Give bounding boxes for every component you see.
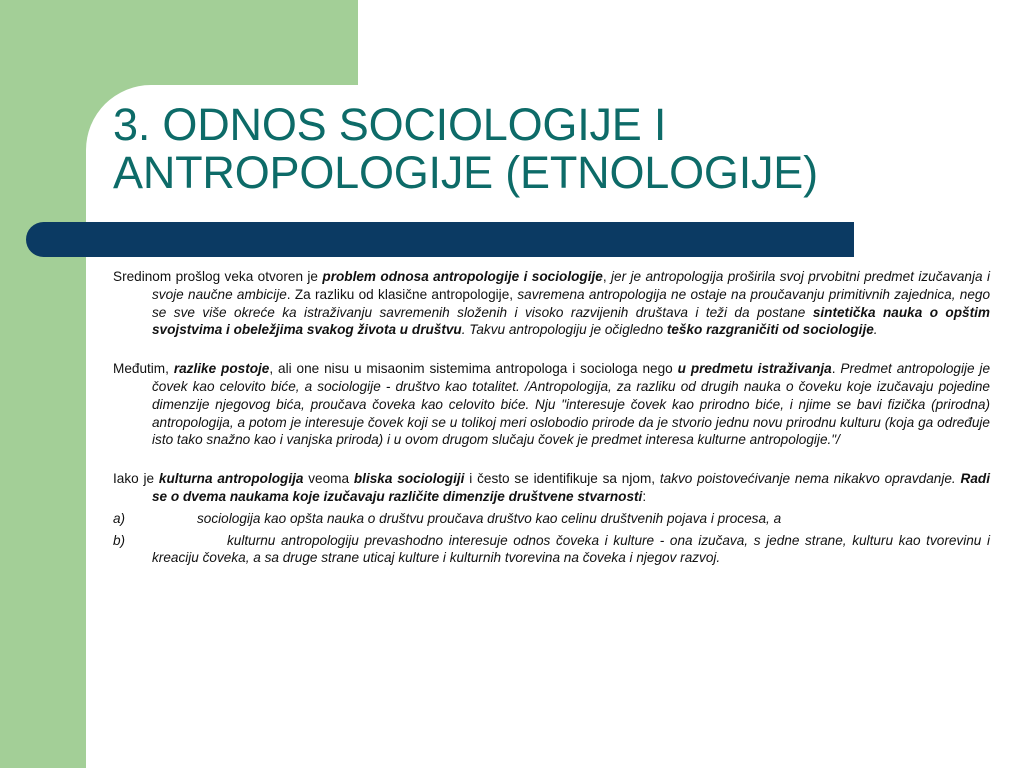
paragraph-2: [113, 360, 990, 449]
paragraph-1: [113, 268, 990, 339]
list-item-a-label: a): [113, 510, 126, 526]
slide-body: [113, 268, 990, 571]
p1-emphasis: teško razgraničiti od sociologije: [666, 322, 874, 338]
p3-emphasis: Radi se o dvema naukama koje izučavaju različite dimenzije društvene stvarnosti: [152, 471, 990, 504]
p1-italic: .: [873, 322, 878, 338]
p1-italic: jer je antropologija proširila svoj prvobitni predmet izučavanja i svoje naučne ambicije: [152, 269, 990, 302]
p2-text: .: [831, 361, 841, 377]
title-line-1: 3. ODNOS SOCIOLOGIJE I: [113, 99, 667, 150]
p3-text: veoma: [303, 471, 354, 487]
p3-italic: takvo poistovećivanje nema nikakvo opravdanje.: [659, 471, 961, 487]
list-item-b: [113, 532, 990, 568]
title-line-2: ANTROPOLOGIJE (ETNOLOGIJE): [113, 147, 818, 198]
p3-emphasis: kulturna antropologija: [158, 471, 304, 487]
p1-text: ,: [602, 269, 611, 284]
p1-italic: savremena antropologija ne ostaje na proučavanju primitivnih zajednica, nego se sve više okreće ka istraživanju savremenih složenih i visoko razvijenih društava i teži da postane: [152, 286, 991, 320]
p1-emphasis: sintetička nauka o opštim svojstvima i obeležjima svakog života u društvu: [152, 304, 990, 338]
p3-text: i često se identifikuje sa njom,: [464, 471, 660, 487]
paragraph-3: [113, 470, 990, 506]
p2-text: Međutim,: [113, 361, 174, 377]
p2-italic: Predmet antropologije je čovek kao celovito biće, a sociologije - društvo kao totalitet. /Antropologija, za razliku od drugih nauka o čoveku koje izučavaju pojedine dimenzije njegovog bića, proučava čoveka kao celovito biće. Nju "interesuje čovek kao prirodno biće, i njime se bavi fizička (prirodna) antropologija, a potom je interesuje čovek koji se u tolikoj meri oslobodio prirode da je stvorio jednu novu prirodnu kulturu (koja ga određuje isto tako snažno kao i vanjska priroda) i u ovom drugom slučaju čovek je predmet interesa kulturne antropologije."/: [152, 361, 991, 448]
slide-title: [113, 101, 993, 197]
list-item-b-label: b): [113, 532, 126, 548]
p3-text: :: [642, 488, 647, 504]
p1-text: Sredinom prošlog veka otvoren je: [113, 269, 323, 284]
list-item-a-text: sociologija kao opšta nauka o društvu proučava društvo kao celinu društvenih pojava i procesa, a: [197, 510, 782, 526]
p2-text: , ali one nisu u misaonim sistemima antropologa i sociologa nego: [269, 361, 678, 377]
title-underline-bar: [26, 222, 854, 257]
list-item-a: [113, 510, 990, 528]
p3-text: Iako je: [113, 471, 159, 487]
p1-text: . Za razliku od klasične antropologije,: [286, 286, 518, 302]
p2-emphasis: razlike postoje: [173, 361, 270, 377]
p3-emphasis: bliska sociologiji: [353, 471, 465, 487]
p2-emphasis: u predmetu istraživanja: [677, 361, 832, 377]
p1-emphasis: problem odnosa antropologije i sociologije: [322, 269, 603, 284]
list-item-b-text: kulturnu antropologiju prevashodno interesuje odnos čoveka i kulture - ona izučava, s jedne strane, kulturu kao tvorevinu i kreaciju čoveka, a sa druge strane uticaj kulture i kulturnih tvorevina na čoveka i njegov razvoj.: [152, 532, 990, 566]
p1-italic: . Takvu antropologiju je očigledno: [461, 322, 667, 338]
